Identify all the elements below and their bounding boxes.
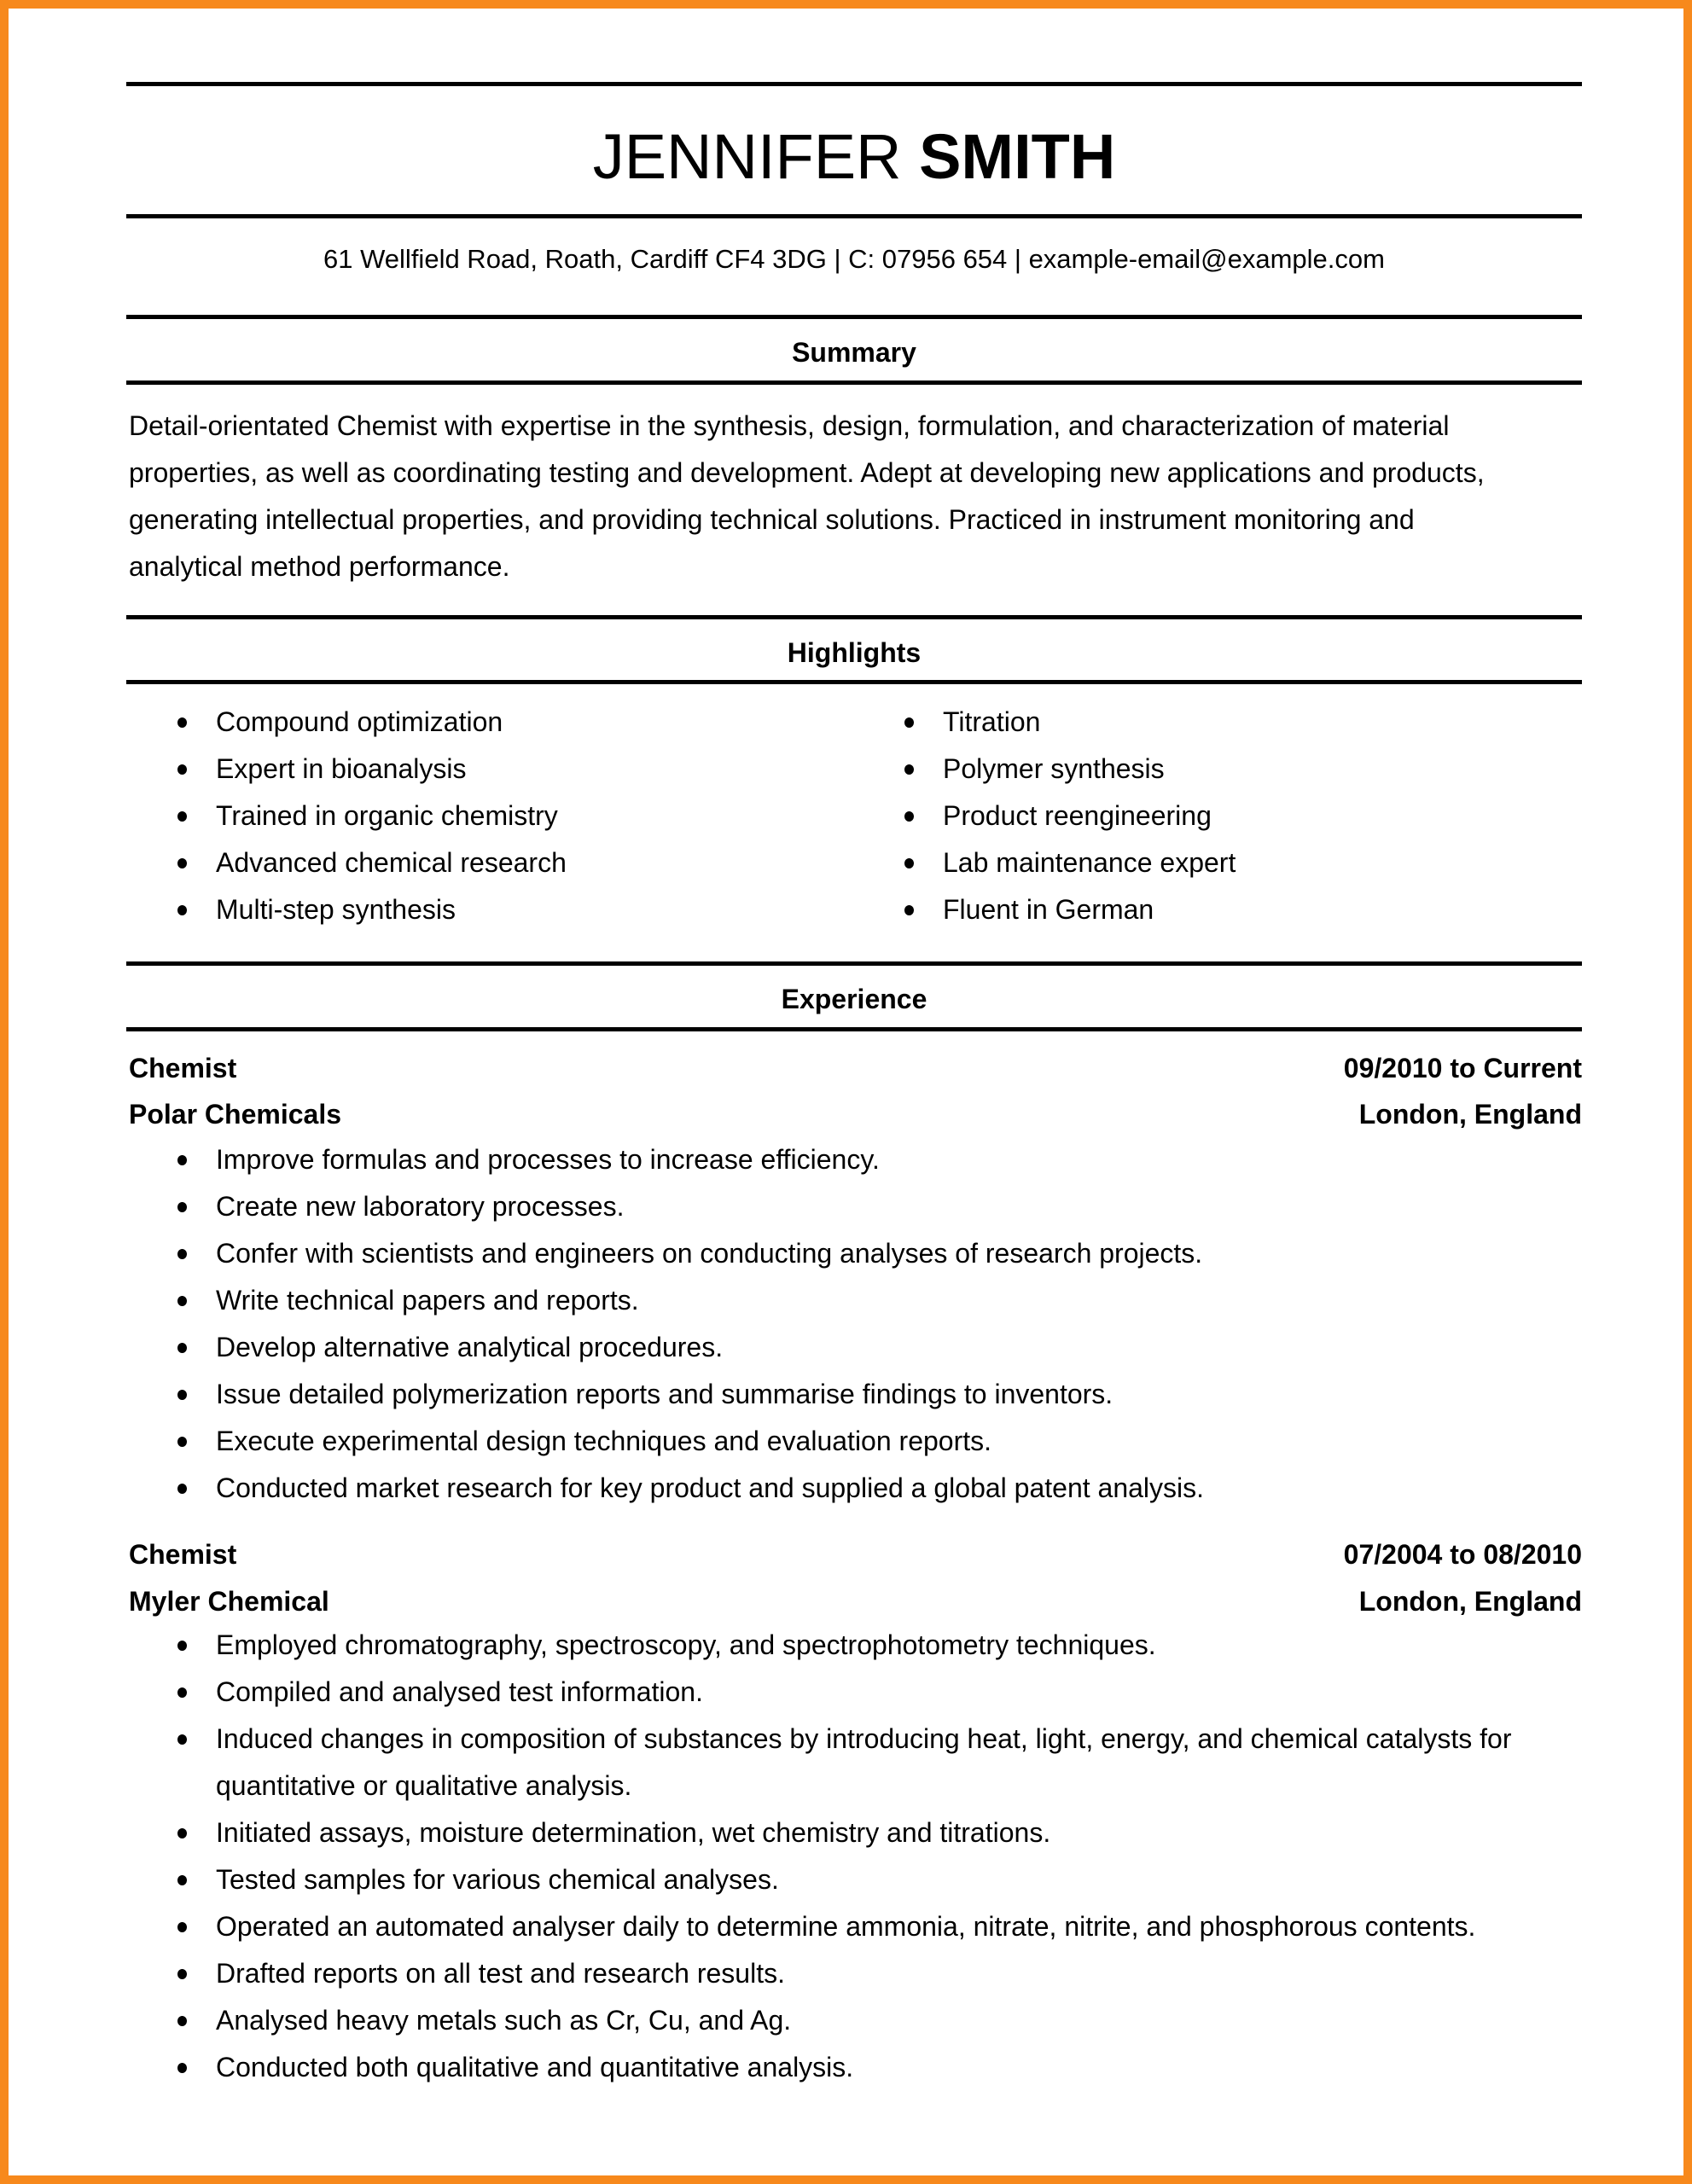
summary-line: properties, as well as coordinating testing and development. Adept at developing new applications and products, xyxy=(129,457,1485,488)
bullet-dot-icon xyxy=(177,1734,187,1745)
bullet-dot-icon xyxy=(177,1202,187,1212)
job-bullet-text: Confer with scientists and engineers on conducting analyses of research projects. xyxy=(216,1238,1203,1269)
bullet-dot-icon xyxy=(177,1641,187,1651)
bullet-dot-icon xyxy=(177,811,187,822)
header-bottom-rule xyxy=(126,214,1582,218)
first-name: JENNIFER xyxy=(592,121,902,192)
highlight-item xyxy=(943,746,1236,793)
bullet-dot-icon xyxy=(904,764,914,775)
job-bullet xyxy=(216,1903,1547,1950)
highlight-text: Compound optimization xyxy=(216,706,503,737)
experience-heading: Experience xyxy=(781,984,927,1014)
bullet-dot-icon xyxy=(177,2016,187,2026)
job-bullet xyxy=(216,1997,1547,2044)
job-bullet-text: Analysed heavy metals such as Cr, Cu, and Ag. xyxy=(216,2005,792,2036)
bullet-dot-icon xyxy=(177,2063,187,2073)
bullet-dot-icon xyxy=(177,905,187,915)
highlight-item xyxy=(216,793,567,839)
job-bullet xyxy=(216,1669,1547,1716)
job-bullet-text: Employed chromatography, spectroscopy, and spectrophotometry techniques. xyxy=(216,1629,1156,1660)
job-bullet-text: Execute experimental design techniques and evaluation reports. xyxy=(216,1426,992,1456)
highlight-text: Expert in bioanalysis xyxy=(216,753,467,784)
job-bullet xyxy=(216,1809,1547,1856)
job-bullet-text: Drafted reports on all test and research results. xyxy=(216,1958,785,1989)
job-bullet xyxy=(216,1856,1547,1903)
job-dates: 07/2004 to 08/2010 xyxy=(1343,1539,1582,1570)
highlight-text: Product reengineering xyxy=(943,800,1212,831)
job-bullet-text: Initiated assays, moisture determination, wet chemistry and titrations. xyxy=(216,1817,1051,1848)
highlight-text: Lab maintenance expert xyxy=(943,847,1236,878)
summary-text xyxy=(129,403,1582,590)
bullet-dot-icon xyxy=(904,905,914,915)
bullet-dot-icon xyxy=(177,858,187,868)
job-location: London, England xyxy=(1358,1586,1582,1617)
highlight-text: Advanced chemical research xyxy=(216,847,567,878)
bullet-dot-icon xyxy=(177,1390,187,1400)
job-bullets xyxy=(216,1622,1547,2091)
highlight-item xyxy=(216,699,567,746)
highlight-text: Multi-step synthesis xyxy=(216,894,456,925)
job-bullet-text: Operated an automated analyser daily to determine ammonia, nitrate, nitrite, and phosphorous contents. xyxy=(216,1911,1476,1942)
contact-line: 61 Wellfield Road, Roath, Cardiff CF4 3DG | C: 07956 654 | example-email@example.com xyxy=(323,244,1385,274)
bullet-dot-icon xyxy=(177,1687,187,1698)
experience-bottom-rule xyxy=(126,1027,1582,1031)
bullet-dot-icon xyxy=(177,1828,187,1838)
highlight-item xyxy=(216,746,567,793)
job-bullet xyxy=(216,1418,1547,1465)
bullet-dot-icon xyxy=(904,811,914,822)
job-company: Myler Chemical xyxy=(129,1586,329,1617)
job-bullet-text: Write technical papers and reports. xyxy=(216,1285,639,1316)
highlight-text: Polymer synthesis xyxy=(943,753,1165,784)
bullet-dot-icon xyxy=(177,1969,187,1979)
bullet-dot-icon xyxy=(177,1249,187,1259)
job-location: London, England xyxy=(1358,1099,1582,1130)
job-title: Chemist xyxy=(129,1539,237,1570)
summary-heading: Summary xyxy=(792,337,916,368)
highlight-text: Trained in organic chemistry xyxy=(216,800,558,831)
job-bullet xyxy=(216,1950,1547,1997)
job-bullet-text: Issue detailed polymerization reports and summarise findings to inventors. xyxy=(216,1379,1113,1409)
job-bullet xyxy=(216,1136,1547,1183)
bullet-dot-icon xyxy=(177,1155,187,1165)
header-top-rule xyxy=(126,82,1582,86)
bullet-dot-icon xyxy=(904,858,914,868)
job-bullet-text: Create new laboratory processes. xyxy=(216,1191,625,1222)
job-bullet xyxy=(216,1371,1547,1418)
bullet-dot-icon xyxy=(177,717,187,728)
last-name: SMITH xyxy=(919,121,1116,192)
job-bullet-text: Conducted market research for key product and supplied a global patent analysis. xyxy=(216,1472,1205,1503)
bullet-dot-icon xyxy=(177,1484,187,1494)
job-bullet xyxy=(216,1622,1547,1669)
highlights-bottom-rule xyxy=(126,680,1582,684)
highlights-heading: Highlights xyxy=(787,637,922,668)
job-bullet xyxy=(216,1465,1547,1512)
summary-line: analytical method performance. xyxy=(129,551,510,582)
candidate-name xyxy=(126,116,1582,198)
summary-line: generating intellectual properties, and providing technical solutions. Practiced in instrument monitoring and xyxy=(129,504,1415,535)
highlight-item xyxy=(216,886,567,933)
bullet-dot-icon xyxy=(177,1922,187,1932)
job-bullets xyxy=(216,1136,1547,1512)
job-bullet-text: Conducted both qualitative and quantitative analysis. xyxy=(216,2052,854,2082)
summary-line: Detail-orientated Chemist with expertise in the synthesis, design, formulation, and characterization of material xyxy=(129,410,1450,441)
job-title: Chemist xyxy=(129,1053,237,1083)
job-bullet xyxy=(216,1183,1547,1230)
experience-top-rule xyxy=(126,961,1582,966)
highlights-right-list xyxy=(943,699,1236,933)
bullet-dot-icon xyxy=(177,1343,187,1353)
job-bullet xyxy=(216,1324,1547,1371)
bullet-dot-icon xyxy=(177,764,187,775)
job-bullet-text: Compiled and analysed test information. xyxy=(216,1676,703,1707)
highlight-item xyxy=(943,793,1236,839)
job-bullet-text: Develop alternative analytical procedures. xyxy=(216,1332,724,1362)
highlight-item xyxy=(216,839,567,886)
job-bullet-text: Improve formulas and processes to increase efficiency. xyxy=(216,1144,880,1175)
job-bullet-text: Tested samples for various chemical analyses. xyxy=(216,1864,779,1895)
highlight-item xyxy=(943,699,1236,746)
highlight-text: Titration xyxy=(943,706,1041,737)
highlight-item xyxy=(943,886,1236,933)
job-bullet xyxy=(216,1230,1547,1277)
highlights-top-rule xyxy=(126,615,1582,619)
job-bullet xyxy=(216,1277,1547,1324)
bullet-dot-icon xyxy=(177,1875,187,1885)
job-bullet-text: Induced changes in composition of substances by introducing heat, light, energy, and chemical catalysts for quantitative or qualitative analysis. xyxy=(216,1723,1512,1801)
summary-top-rule xyxy=(126,315,1582,319)
bullet-dot-icon xyxy=(177,1296,187,1306)
summary-bottom-rule xyxy=(126,380,1582,385)
highlight-text: Fluent in German xyxy=(943,894,1154,925)
bullet-dot-icon xyxy=(904,717,914,728)
job-bullet xyxy=(216,1716,1547,1809)
job-bullet xyxy=(216,2044,1547,2091)
highlight-item xyxy=(943,839,1236,886)
highlights-left-list xyxy=(216,699,567,933)
job-company: Polar Chemicals xyxy=(129,1099,341,1130)
job-dates: 09/2010 to Current xyxy=(1343,1053,1582,1083)
bullet-dot-icon xyxy=(177,1437,187,1447)
